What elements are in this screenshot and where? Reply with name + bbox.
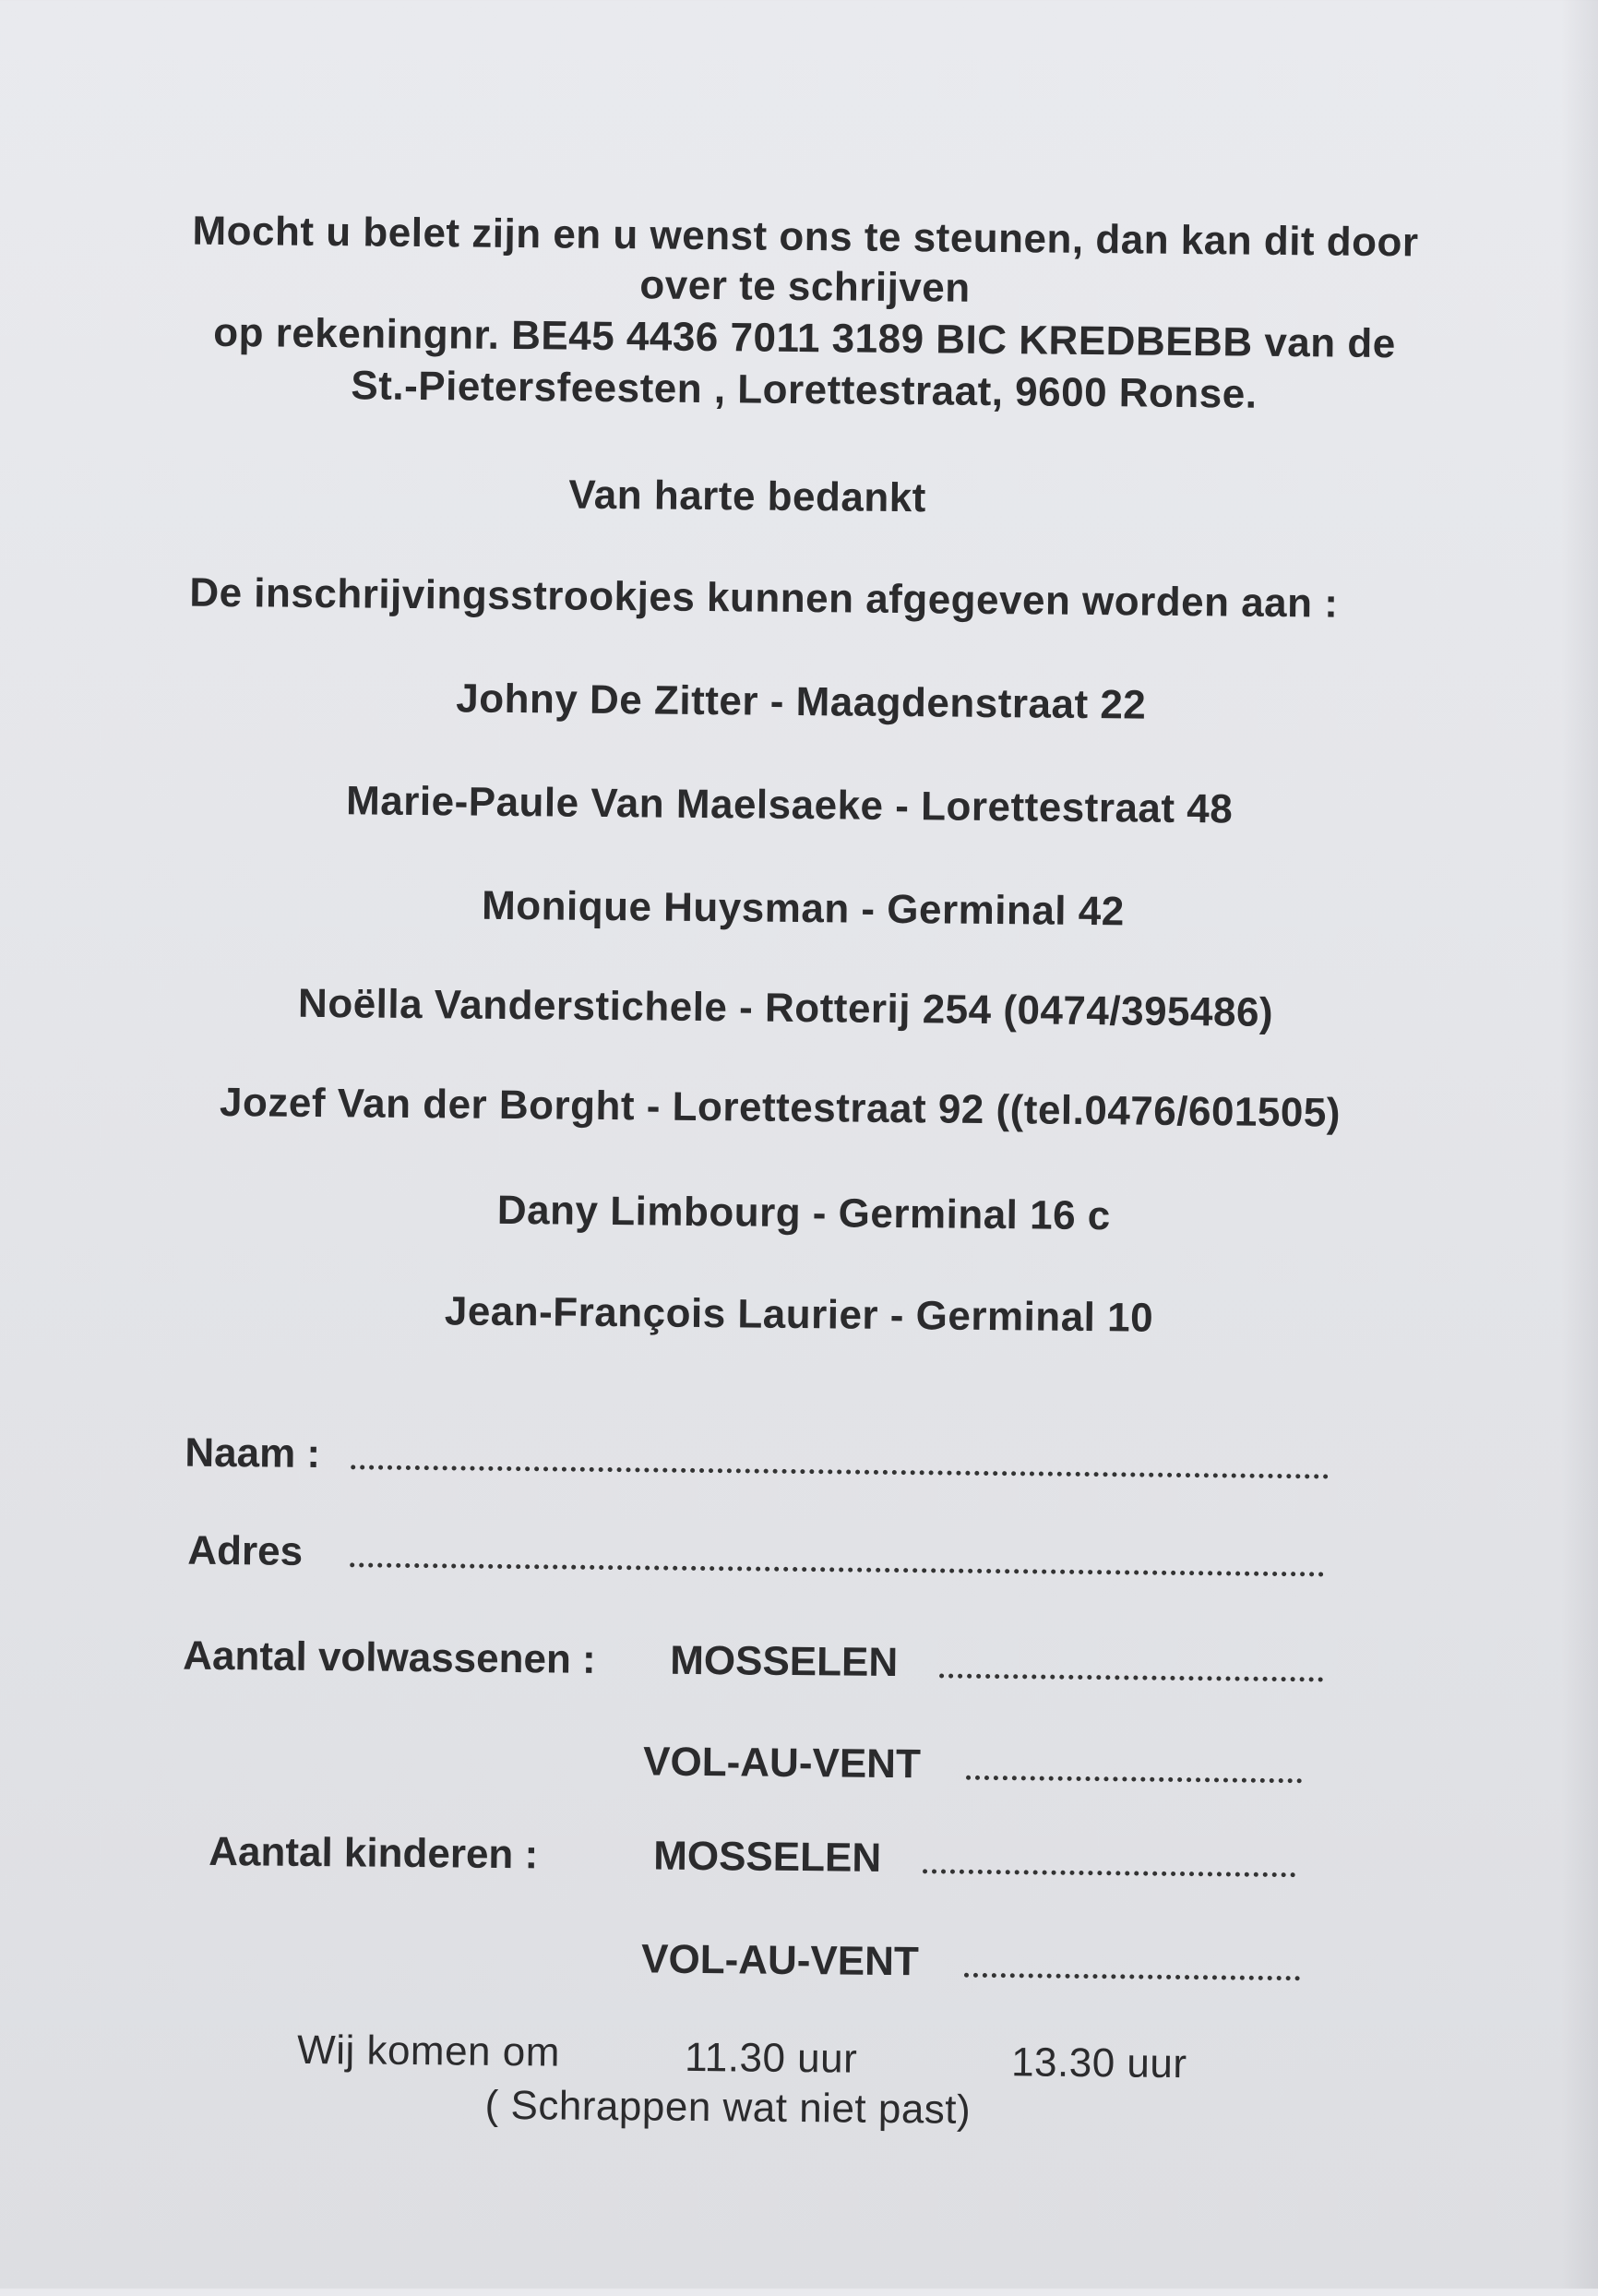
paper-edge-shadow bbox=[1561, 0, 1598, 2289]
adults-mussels-input-line[interactable] bbox=[939, 1673, 1323, 1681]
contact-line: Noëlla Vanderstichele - Rotterij 254 (0474/395486) bbox=[297, 980, 1274, 1035]
thanks-text: Van harte bedankt bbox=[568, 472, 927, 521]
drop-off-heading: De inschrijvingsstrookjes kunnen afgegeven worden aan : bbox=[189, 569, 1339, 627]
time-note: ( Schrappen wat niet past) bbox=[484, 2082, 972, 2133]
adults-volauvent-input-line[interactable] bbox=[966, 1776, 1302, 1783]
children-mussels-label: MOSSELEN bbox=[652, 1833, 882, 1881]
name-input-line[interactable] bbox=[351, 1465, 1329, 1478]
intro-line-4: St.-Pietersfeesten , Lorettestraat, 9600 Ronse. bbox=[351, 363, 1258, 417]
time-option-1130[interactable]: 11.30 uur bbox=[684, 2034, 858, 2082]
children-volauvent-label: VOL-AU-VENT bbox=[640, 1936, 920, 1985]
adults-label: Aantal volwassenen : bbox=[183, 1632, 596, 1682]
contact-line: Marie-Paule Van Maelsaeke - Lorettestraat 48 bbox=[345, 778, 1234, 832]
intro-line-3: op rekeningnr. BE45 4436 7011 3189 BIC KREDBEBB van de bbox=[213, 309, 1396, 367]
adults-volauvent-label: VOL-AU-VENT bbox=[642, 1739, 922, 1788]
adults-mussels-label: MOSSELEN bbox=[670, 1637, 899, 1686]
name-label: Naam : bbox=[185, 1429, 321, 1477]
contact-line: Monique Huysman - Germinal 42 bbox=[481, 882, 1125, 935]
time-label: Wij komen om bbox=[296, 2027, 561, 2075]
contact-line: Dany Limbourg - Germinal 16 c bbox=[496, 1187, 1111, 1239]
address-label: Adres bbox=[187, 1527, 304, 1574]
address-input-line[interactable] bbox=[350, 1562, 1324, 1576]
intro-line-1: Mocht u belet zijn en u wenst ons te steunen, dan kan dit door bbox=[192, 208, 1419, 266]
contact-line: Jean-François Laurier - Germinal 10 bbox=[444, 1288, 1154, 1341]
children-volauvent-input-line[interactable] bbox=[964, 1973, 1300, 1980]
intro-line-2: over te schrijven bbox=[639, 262, 971, 311]
contact-line: Johny De Zitter - Maagdenstraat 22 bbox=[456, 676, 1147, 728]
children-mussels-input-line[interactable] bbox=[923, 1869, 1295, 1877]
time-option-1330[interactable]: 13.30 uur bbox=[1010, 2039, 1187, 2087]
children-label: Aantal kinderen : bbox=[208, 1828, 539, 1878]
contact-line: Jozef Van der Borght - Lorettestraat 92 ((tel.0476/601505) bbox=[219, 1079, 1342, 1136]
